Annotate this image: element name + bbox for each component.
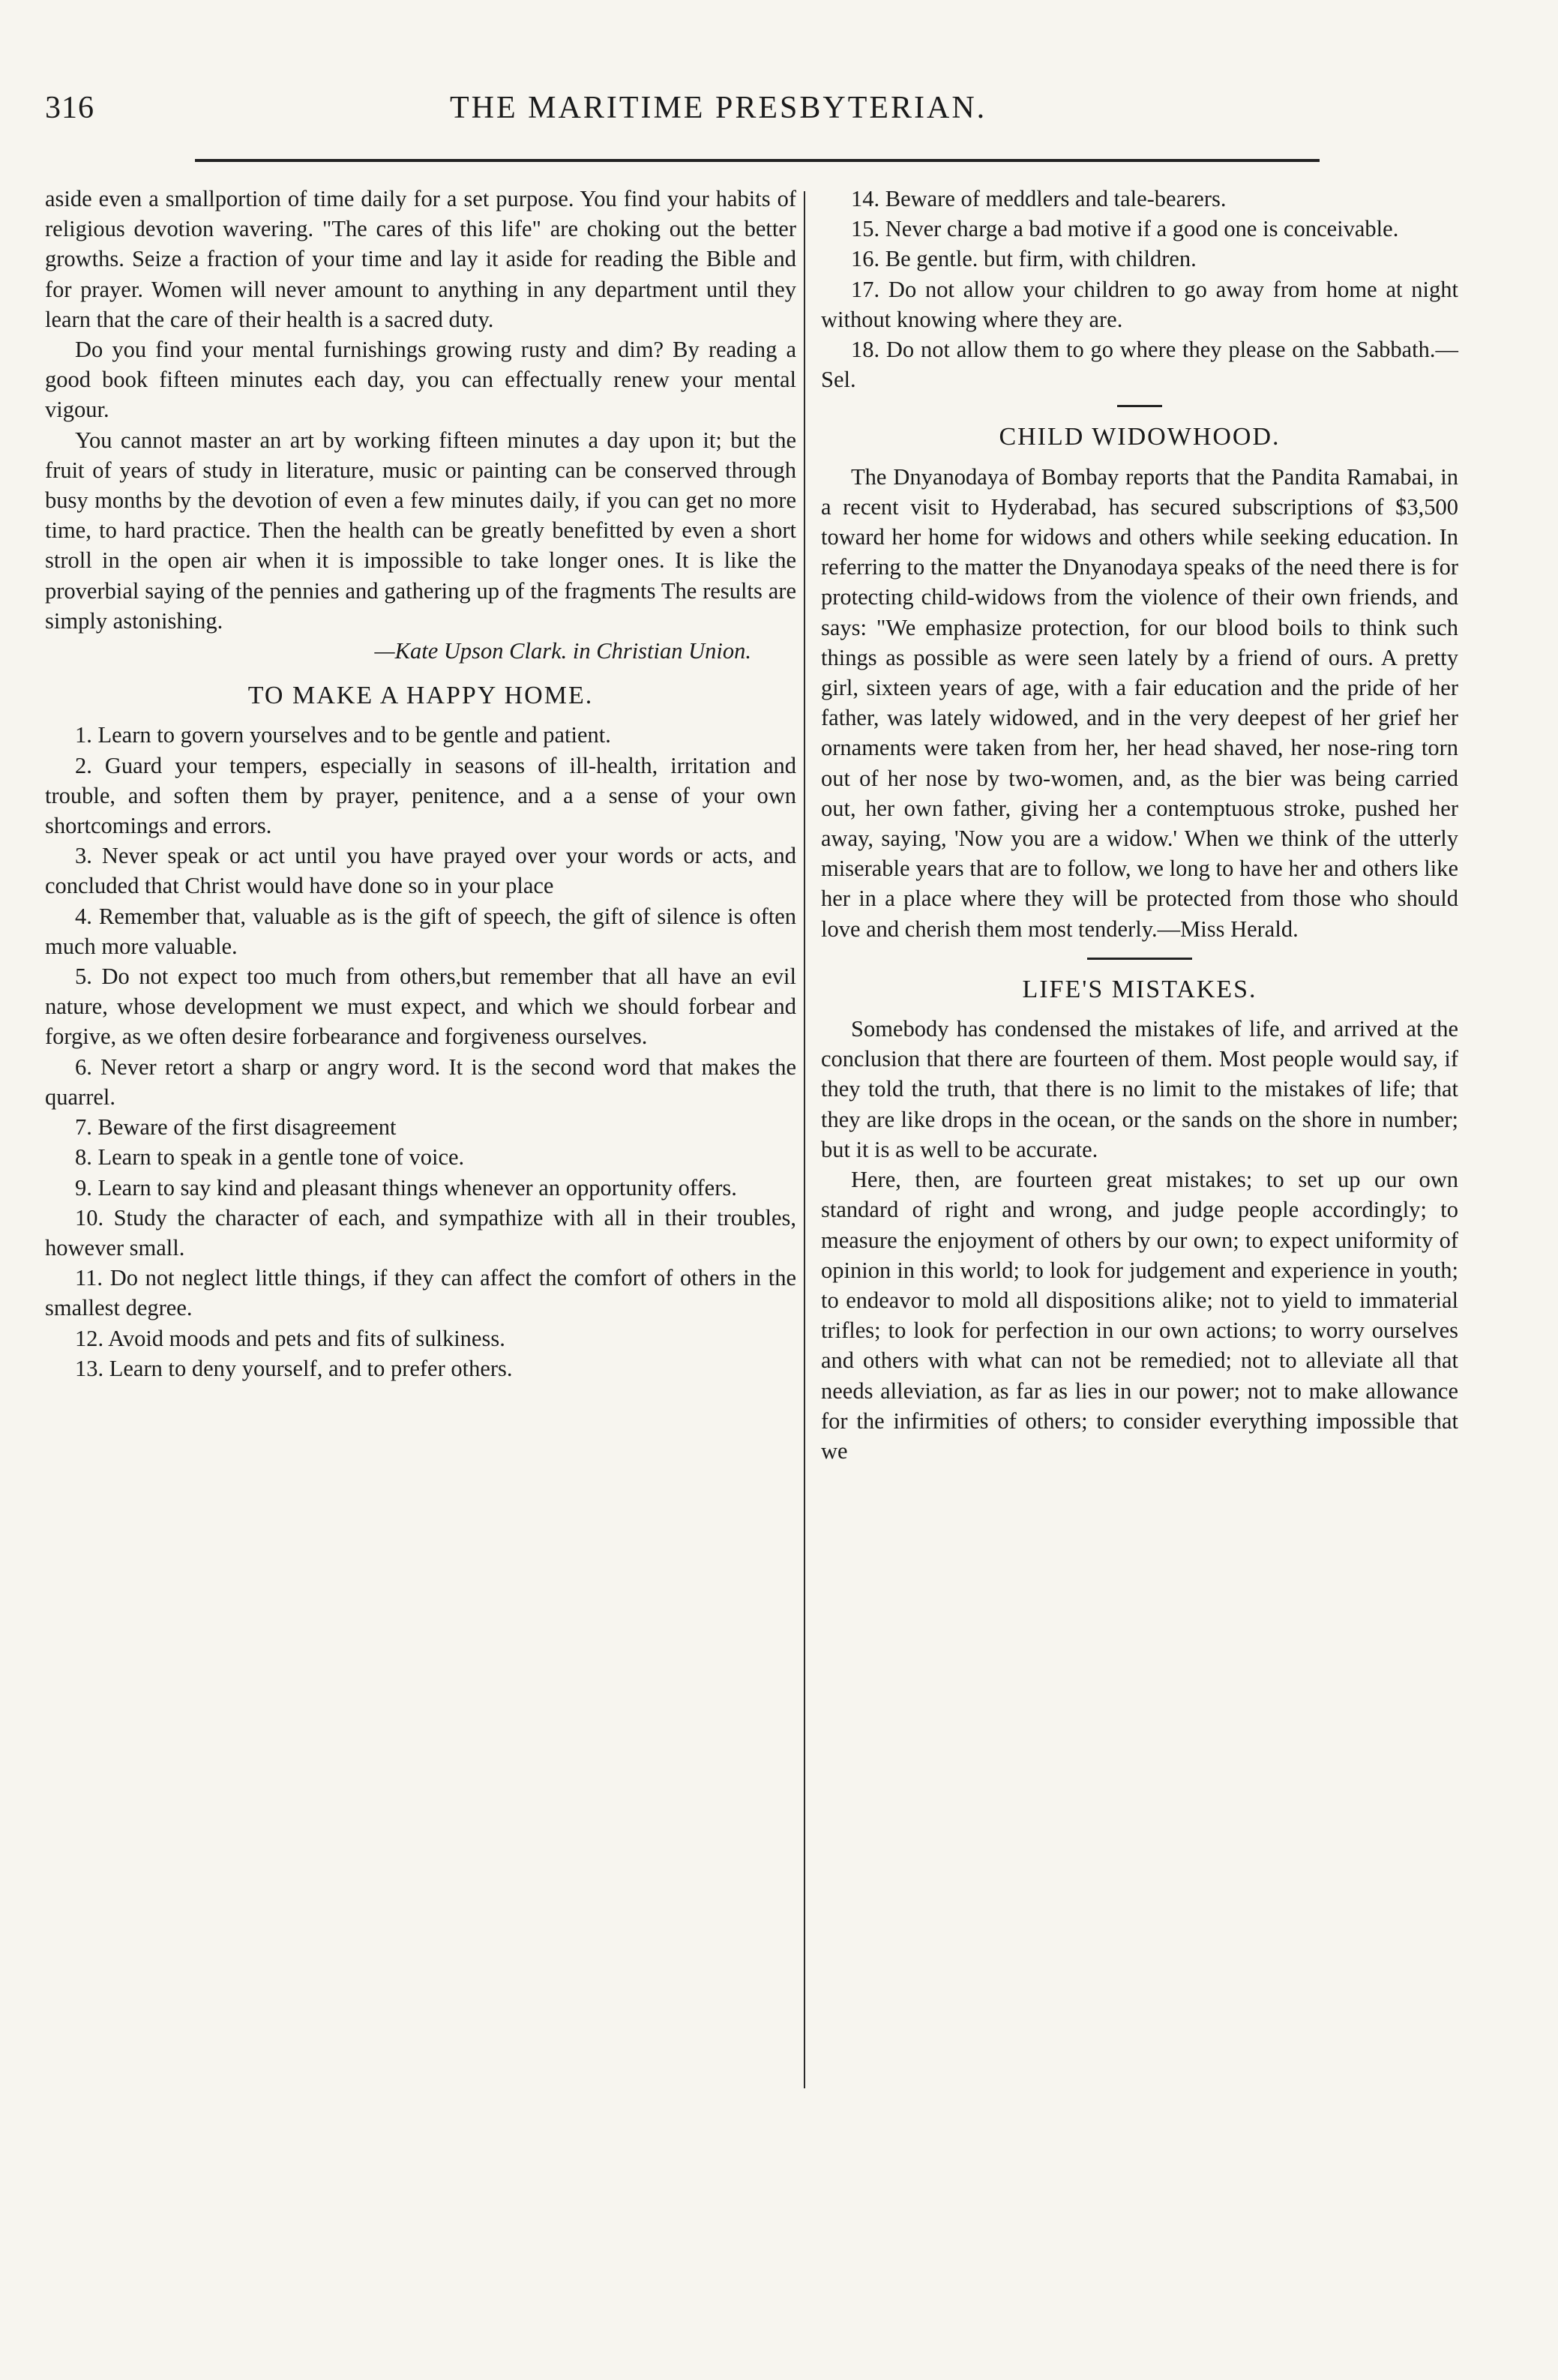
citation: —Kate Upson Clark. in Christian Union. [374, 638, 751, 664]
section-divider [1087, 958, 1192, 960]
rule-item: 18. Do not allow them to go where they please on the Sabbath.—Sel. [821, 337, 1458, 393]
rule-item: 10. Study the character of each, and sympathize with all in their troubles, however small. [45, 1204, 796, 1260]
rule-item: 4. Remember that, valuable as is the gift of speech, the gift of silence is often much more valuable. [45, 903, 796, 959]
rule-item: 16. Be gentle. but firm, with children. [851, 246, 1197, 272]
running-title: THE MARITIME PRESBYTERIAN. [450, 91, 987, 125]
intro-paragraph: aside even a smallportion of time daily for a set purpose. You find your habits of religious devotion wavering. "The cares of this life" are choking out the better growths. Seize a fraction of your time and lay it aside for reading the Bible and for prayer. Women will never amount to anything in any department until they learn that the care of their health is a sacred duty. [45, 186, 796, 332]
section-title-lifes-mistakes: LIFE'S MISTAKES. [1022, 975, 1257, 1003]
article-body: The Dnyanodaya of Bombay reports that the Pandita Ramabai, in a recent visit to Hyderabad, has secured subscriptions of $3,500 toward her home for widows and others while seeking education. In referring to the matter the Dnyanodaya speaks of the need there is for protecting child-widows from the violence of their own friends, and says: "We emphasize protection, for our blood boils to think such things as possible as were seen lately by a friend of ours. A pretty girl, sixteen years of age, with a fair education and the pride of her father, was lately widowed, and in the very deepest of her grief her ornaments were taken from her, her head shaved, her nose-ring torn out of her nose by two-women, and, as the bier was being carried out, her own father, giving her a contemptuous stroke, pushed her away, saying, 'Now you are a widow.' When we think of the utterly miserable years that are to follow, we long to have her and others like her in a place where they will be protected from those who should love and cherish them most tenderly.—Miss Herald. [821, 463, 1458, 942]
intro-paragraph: You cannot master an art by working fifteen minutes a day upon it; but the fruit of years of study in literature, music or painting can be conserved through busy months by the devotion of even a few minutes daily, if you can get no more time, to hard practice. Then the health can be greatly benefitted by even a short stroll in the open air when it is impossible to take longer ones. It is like the proverbial saying of the pennies and gathering up of the fragments The results are simply astonishing. [45, 427, 796, 634]
rule-item: 3. Never speak or act until you have prayed over your words or acts, and concluded that Christ would have done so in your place [45, 843, 796, 899]
article-body: Here, then, are fourteen great mistakes; to set up our own standard of right and wrong, and judge people accordingly; to measure the enjoyment of others by our own; to expect uniformity of opinion in this world; to look for judgement and experience in youth; to endeavor to mold all dispositions alike; not to yield to immaterial trifles; to look for perfection in our own actions; to worry ourselves and others with what can not be remedied; not to alleviate all that needs alleviation, as far as lies in our power; not to make allowance for the infirmities of others; to consider everything impossible that we [821, 1167, 1458, 1464]
article-body: Somebody has condensed the mistakes of life, and arrived at the conclusion that there are fourteen of them. Most people would say, if they told the truth, that there is no limit to the mistakes of life; that they are like drops in the ocean, or the sands on the shore in number; but it is as well to be accurate. [821, 1016, 1458, 1162]
section-title-happy-home: TO MAKE A HAPPY HOME. [247, 682, 594, 710]
rule-item: 12. Avoid moods and pets and fits of sulkiness. [75, 1325, 505, 1351]
rule-item: 13. Learn to deny yourself, and to prefer others. [75, 1355, 513, 1381]
rule-item: 15. Never charge a bad motive if a good one is conceivable. [851, 216, 1399, 242]
rule-item: 8. Learn to speak in a gentle tone of voice. [75, 1144, 465, 1171]
rule-item: 2. Guard your tempers, especially in seasons of ill-health, irritation and trouble, and soften them by prayer, penitence, and a a sense of your own shortcomings and errors. [45, 752, 796, 839]
rule-item: 6. Never retort a sharp or angry word. It is the second word that makes the quarrel. [45, 1054, 796, 1110]
intro-paragraph: Do you find your mental furnishings growing rusty and dim? By reading a good book fifteen minutes each day, you can effectually renew your mental vigour. [45, 337, 796, 423]
header-rule [195, 159, 1320, 162]
rule-item: 7. Beware of the first disagreement [75, 1114, 397, 1141]
rule-item: 11. Do not neglect little things, if they can affect the comfort of others in the smallest degree. [45, 1265, 796, 1321]
rule-item: 1. Learn to govern yourselves and to be gentle and patient. [75, 722, 611, 748]
section-divider [1117, 405, 1162, 407]
section-title-child-widowhood: CHILD WIDOWHOOD. [999, 423, 1281, 451]
page-number: 316 [45, 91, 94, 125]
column-divider [804, 191, 805, 2088]
rule-item: 14. Beware of meddlers and tale-bearers. [851, 186, 1227, 211]
left-column [45, 184, 796, 1383]
rule-item: 9. Learn to say kind and pleasant things whenever an opportunity offers. [75, 1174, 737, 1200]
page-header [0, 0, 1558, 150]
right-column [821, 184, 1458, 1466]
rule-item: 17. Do not allow your children to go away from home at night without knowing where they are. [821, 276, 1458, 332]
rule-item: 5. Do not expect too much from others,but remember that all have an evil nature, whose development we must expect, and which we should forbear and forgive, as we often desire forbearance and forgiveness ourselves. [45, 964, 796, 1050]
